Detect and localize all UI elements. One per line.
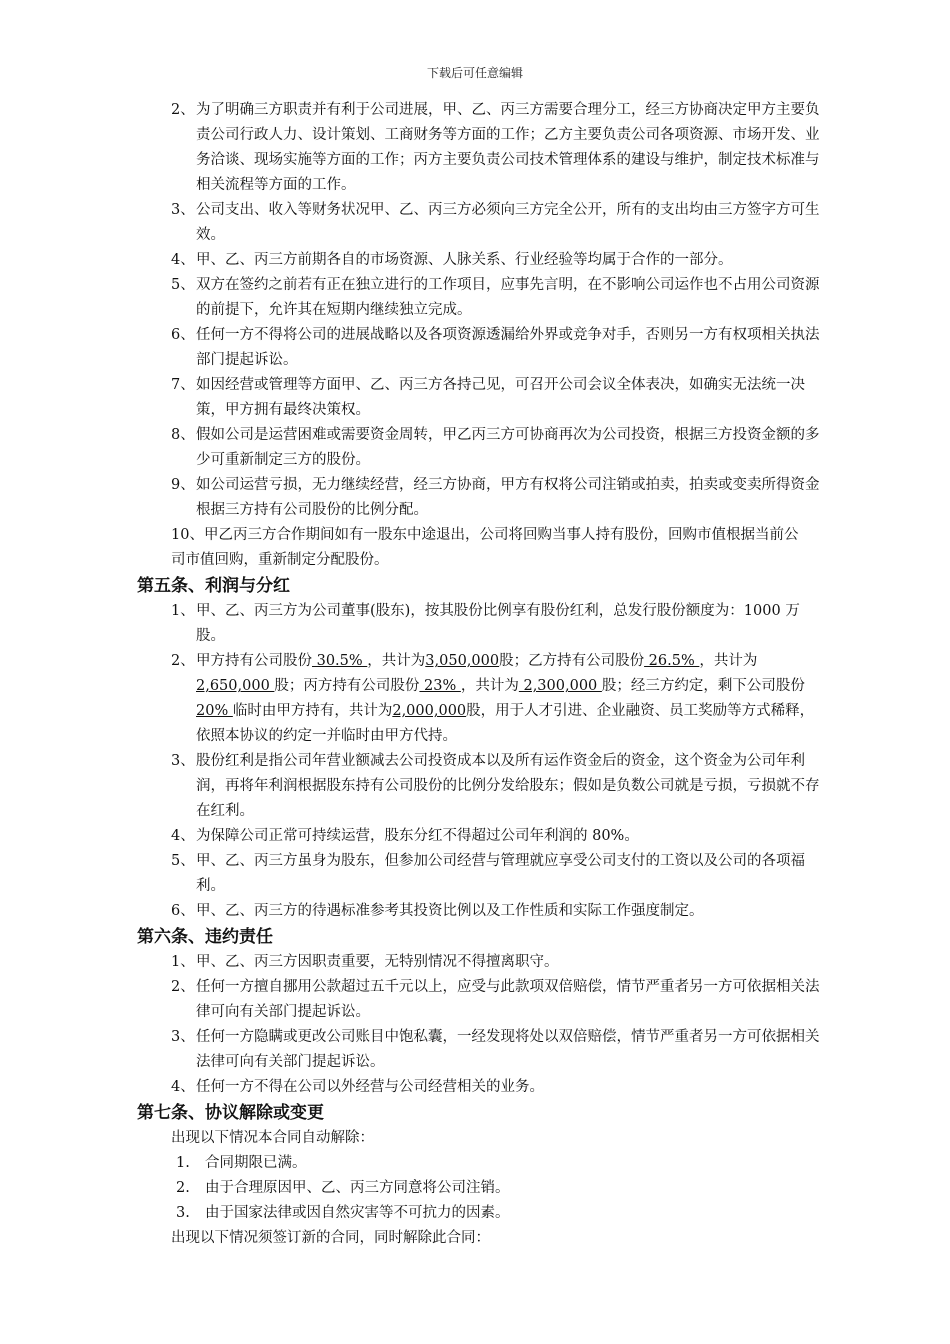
remaining-shares: 2,000,000 — [392, 703, 467, 719]
termination-outro: 出现以下情况须签订新的合同，同时解除此合同： — [171, 1230, 490, 1246]
item-number: 5、 — [171, 277, 195, 293]
list-item — [0, 1025, 950, 1075]
list-item — [0, 1151, 950, 1176]
text-run: ，共计为 — [699, 653, 758, 669]
section-heading-termination: 第七条、协议解除或变更 — [137, 1103, 324, 1123]
list-item-shareholding — [0, 649, 950, 749]
item-number: 3、 — [171, 1029, 195, 1045]
section-heading-liability: 第六条、违约责任 — [137, 927, 273, 947]
item-number: 6、 — [171, 327, 195, 343]
item-number: 2、 — [171, 653, 195, 669]
list-item — [0, 749, 950, 824]
party-c-shares: 2,300,000 — [518, 678, 602, 694]
section-heading-profit: 第五条、利润与分红 — [137, 576, 290, 596]
item-text: 任何一方擅自挪用公款超过五千元以上，应受与此款项双倍赔偿，情节严重者另一方可依据相关法律可向有关部门提起诉讼。 — [196, 979, 820, 1020]
item-text: 任何一方不得将公司的进展战略以及各项资源透漏给外界或竞争对手，否则另一方有权项相关执法部门提起诉讼。 — [196, 327, 820, 368]
list-item — [0, 423, 950, 473]
list-item — [0, 273, 950, 323]
item-number: 5、 — [171, 853, 195, 869]
text-run: 股；乙方持有公司股份 — [499, 653, 645, 669]
text-run: 股；经三方约定，剩下公司股份 — [601, 678, 805, 694]
item-text: 股份红利是指公司年营业额减去公司投资成本以及所有运作资金后的资金，这个资金为公司年利润，再将年利润根据股东持有公司股份的比例分发给股东；假如是负数公司就是亏损，亏损就不存在红利。 — [196, 753, 820, 819]
list-item — [0, 899, 950, 924]
party-b-shares: 2,650,000 — [196, 678, 275, 694]
text-run: 甲方持有公司股份 — [196, 653, 312, 669]
item-text: 双方在签约之前若有正在独立进行的工作项目，应事先言明，在不影响公司运作也不占用公司资源的前提下，允许其在短期内继续独立完成。 — [196, 277, 820, 318]
list-item — [0, 473, 950, 523]
list-item — [0, 849, 950, 899]
item-text: 由于国家法律或因自然灾害等不可抗力的因素。 — [205, 1205, 510, 1221]
item-text — [196, 649, 826, 749]
item-text: 如因经营或管理等方面甲、乙、丙三方各持己见，可召开公司会议全体表决，如确实无法统一决策，甲方拥有最终决策权。 — [196, 377, 805, 418]
page-header: 下载后可任意编辑 — [426, 66, 523, 80]
list-item — [0, 323, 950, 373]
item-text: 如公司运营亏损，无力继续经营，经三方协商，甲方有权将公司注销或拍卖，拍卖或变卖所得资金根据三方持有公司股份的比例分配。 — [196, 477, 820, 518]
text-run: 股，用于人才引进、企业融资、员工奖励等方式稀释，依照本协议的约定一并临时由甲方代持。 — [196, 703, 815, 744]
item-number: 2. — [176, 1180, 190, 1196]
list-item — [0, 248, 950, 273]
list-item — [0, 1176, 950, 1201]
item-text: 任何一方不得在公司以外经营与公司经营相关的业务。 — [196, 1079, 544, 1095]
list-item — [0, 98, 950, 198]
list-item — [0, 373, 950, 423]
list-item — [0, 198, 950, 248]
item-text-body: 甲乙丙三方合作期间如有一股东中途退出，公司将回购当事人持有股份，回购市值根据当前公司市值回购，重新制定分配股份。 — [171, 527, 799, 568]
item-text: 甲、乙、丙三方因职责重要，无特别情况不得擅离职守。 — [196, 954, 559, 970]
item-text: 甲、乙、丙三方为公司董事(股东)，按其股份比例享有股份红利，总发行股份额度为：1000 万股。 — [196, 603, 800, 644]
item-number: 4、 — [171, 252, 195, 268]
item-text: 甲、乙、丙三方虽身为股东，但参加公司经营与管理就应享受公司支付的工资以及公司的各项福利。 — [196, 853, 805, 894]
item-number: 3、 — [171, 202, 195, 218]
text-run: ，共计为 — [460, 678, 519, 694]
item-number: 8、 — [171, 427, 195, 443]
item-number: 4、 — [171, 1079, 195, 1095]
document-body — [0, 98, 950, 1251]
item-text: 假如公司是运营困难或需要资金周转，甲乙丙三方可协商再次为公司投资，根据三方投资金额的多少可重新制定三方的股份。 — [196, 427, 820, 468]
item-number: 9、 — [171, 477, 195, 493]
list-item — [0, 975, 950, 1025]
item-number: 7、 — [171, 377, 195, 393]
item-text: 由于合理原因甲、乙、丙三方同意将公司注销。 — [205, 1180, 510, 1196]
item-number: 1、 — [171, 603, 195, 619]
item-text: 甲、乙、丙三方前期各自的市场资源、人脉关系、行业经验等均属于合作的一部分。 — [196, 252, 733, 268]
item-text: 为了明确三方职责并有利于公司进展，甲、乙、丙三方需要合理分工，经三方协商决定甲方主要负责公司行政人力、设计策划、工商财务等方面的工作；乙方主要负责公司各项资源、市场开发、业务洽谈、现场实施等方面的工作；丙方主要负责公司技术管理体系的建设与维护，制定技术标准与相关流程等方面的工作。 — [196, 102, 820, 193]
item-text: 任何一方隐瞒或更改公司账目中饱私囊，一经发现将处以双倍赔偿，情节严重者另一方可依据相关法律可向有关部门提起诉讼。 — [196, 1029, 820, 1070]
text-run: 临时由甲方持有，共计为 — [232, 703, 393, 719]
list-item — [0, 523, 950, 573]
item-text: 甲、乙、丙三方的待遇标准参考其投资比例以及工作性质和实际工作强度制定。 — [196, 903, 704, 919]
list-item — [0, 599, 950, 649]
item-number: 6、 — [171, 903, 195, 919]
list-item — [0, 824, 950, 849]
party-a-shares: 3,050,000 — [425, 653, 500, 669]
item-number: 10、 — [171, 527, 204, 543]
item-number: 3. — [176, 1205, 190, 1221]
item-number: 2、 — [171, 102, 195, 118]
item-number: 2、 — [171, 979, 195, 995]
list-item — [0, 1075, 950, 1100]
item-text: 为保障公司正常可持续运营，股东分红不得超过公司年利润的 80%。 — [196, 828, 639, 844]
item-text: 公司支出、收入等财务状况甲、乙、丙三方必须向三方完全公开，所有的支出均由三方签字方可生效。 — [196, 202, 820, 243]
item-text: 合同期限已满。 — [205, 1155, 307, 1171]
remaining-percent: 20% — [196, 703, 233, 719]
party-c-percent: 23% — [419, 678, 461, 694]
item-number: 1. — [176, 1155, 190, 1171]
item-number: 1、 — [171, 954, 195, 970]
list-item — [0, 1201, 950, 1226]
termination-intro: 出现以下情况本合同自动解除： — [171, 1130, 374, 1146]
text-run: 股；丙方持有公司股份 — [274, 678, 420, 694]
item-number: 3、 — [171, 753, 195, 769]
item-text — [171, 523, 811, 573]
list-item — [0, 950, 950, 975]
party-b-percent: 26.5% — [644, 653, 700, 669]
text-run: ，共计为 — [367, 653, 426, 669]
party-a-percent: 30.5% — [312, 653, 368, 669]
item-number: 4、 — [171, 828, 195, 844]
